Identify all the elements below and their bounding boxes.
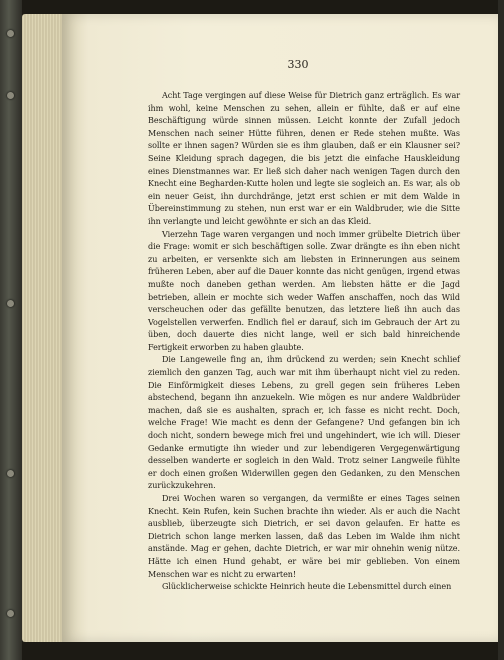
cover-rivet-icon [7,300,14,307]
paragraph: Die Langeweile fing an, ihm drückend zu werden; sein Knecht schlief ziemlich den ganzen Tag, auch war mit ihm überhaupt nicht viel zu reden. Die Einförmigkeit dieses Lebens, zu grell gegen sein früheres Leben abstechend, begann ihn anzuekeln. Wie mögen es nur andere Waldbrüder machen, daß sie es aushalten, sprach er, ich fasse es nicht recht. Doch, welche Frage! Wie macht es denn der Gefangene? Und gefangen bin ich doch nicht, sondern bewege mich frei und ungehindert, wie ich will. Dieser Gedanke ermutigte ihn wieder und zur lebendigeren Vergegenwärtigung desselben wanderte er sogleich in den Wald. Trotz seiner Langweile fühlte er doch einen großen Widerwillen gegen den Gedanken, zu den Menschen zurückzukehren. [148,355,460,491]
body-text [148,90,460,594]
paragraph: Glücklicherweise schickte Heinrich heute die Lebensmittel durch einen [162,582,452,592]
page-number: 330 [287,58,309,71]
cover-rivet-icon [7,92,14,99]
paragraph: Acht Tage vergingen auf diese Weise für Dietrich ganz erträglich. Es war ihm wohl, keine Menschen zu sehen, allein er fühlte, daß er auf eine Beschäftigung würde sinnen müssen. Leicht konnte der Zufall jedoch Menschen nach seiner Hütte führen, denen er Rede stehen mußte. Was sollte er ihnen sagen? Würden sie es ihm glauben, daß er ein Klausner sei? Seine Kleidung sprach dagegen, die bis jetzt die einfache Hauskleidung eines Dienstmannes war. Er ließ sich daher nach wenigen Tagen durch den Knecht eine Begharden-Kutte holen und legte sie sogleich an. Es war, als ob ein neuer Geist, ihn durchdränge, jetzt erst schien er mit dem Walde in Übereinstimmung zu stehen, nun erst war er ein Waldbruder, wie die Sitte ihn verlangte und leicht gewöhnte er sich an das Kleid. [148,91,460,226]
background-strip [498,0,504,660]
paragraph: Drei Wochen waren so vergangen, da vermißte er eines Tages seinen Knecht. Kein Rufen, kein Suchen brachte ihn wieder. Als er auch die Nacht ausblieb, überzeugte sich Dietrich, er sei davon gelaufen. Er hatte es Dietrich schon lange merken lassen, daß das Leben im Walde ihm nicht anstände. Mag er gehen, dachte Dietrich, er war mir ohnehin wenig nütze. Hätte ich einen Hund gehabt, er wäre bei mir geblieben. Von einem Menschen war es nicht zu erwarten! [148,494,460,579]
book-cover [0,0,22,660]
cover-rivet-icon [7,610,14,617]
cover-rivet-icon [7,470,14,477]
paragraph: Vierzehn Tage waren vergangen und noch immer grübelte Dietrich über die Frage: womit er sich beschäftigen solle. Zwar drängte es ihn eben nicht zu arbeiten, er versenkte sich am liebsten in Erinnerungen aus seinem früheren Leben, aber auf die Dauer konnte das nicht genügen, irgend etwas mußte noch daneben gethan werden. Am liebsten hätte er die Jagd betrieben, allein er mochte sich weder Waffen anschaffen, noch das Wild verscheuchen oder das gefällte benutzen, das letztere ließ ihn auch das Vogelstellen verwerfen. Endlich fiel er darauf, sich im Gebrauch der Art zu üben, doch dauerte dies nicht lange, weil er sich bald hinreichende Fertigkeit erworben zu haben glaubte. [148,229,460,352]
cover-rivet-icon [7,30,14,37]
